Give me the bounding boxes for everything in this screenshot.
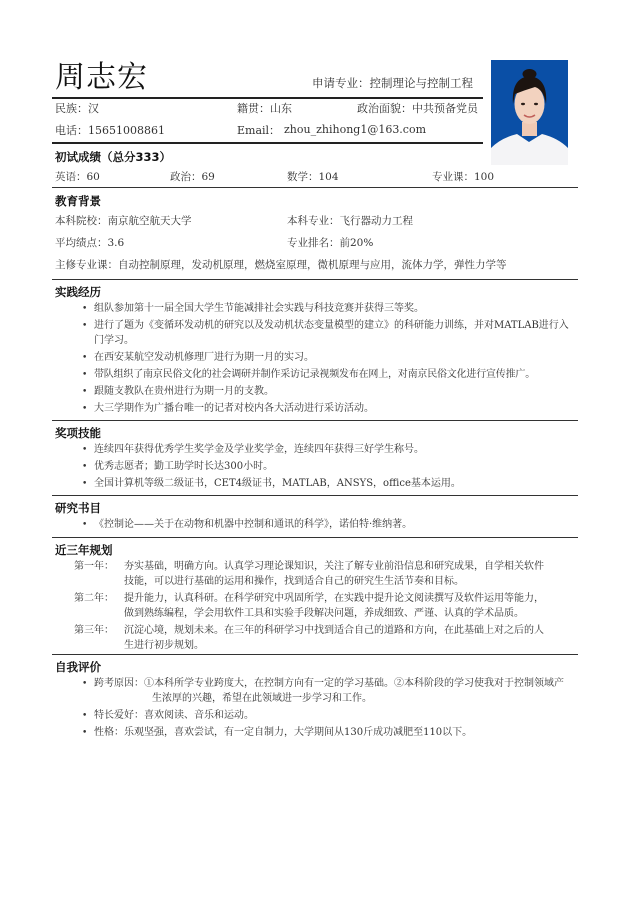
phone: 电话：15651008861 xyxy=(55,124,165,137)
bullet-icon: • xyxy=(82,369,88,380)
score-english: 英语：60 xyxy=(55,171,100,183)
plan-year-2: 第二年： 提升能力，认真科研。在科学研究中巩固所学，在实践中提升论文阅读撰写及软件运用等能力，做到熟练编程，学会用软件工具和实验手段解决问题，养成细致、严谨、认真的学术品质。 xyxy=(74,593,544,619)
list-item: • 性格：乐观坚强，喜欢尝试，有一定自制力，大学期间从130斤成功减肥至110以下。 xyxy=(52,726,572,741)
practice-list xyxy=(52,302,578,419)
section-divider xyxy=(52,279,578,280)
header-divider-top xyxy=(52,97,483,99)
section-divider xyxy=(52,420,578,421)
bullet-icon: • xyxy=(82,304,88,314)
plan-title: 近三年规划 xyxy=(55,543,113,557)
list-item: • 全国计算机等级二级证书，CET4级证书，MATLAB，ANSYS，office基本运用。 xyxy=(52,477,578,492)
list-item: • 跨考原因：①本科所学专业跨度大，在控制方向有一定的学习基础。②本科阶段的学习使我对于控制领域产生浓厚的兴趣，希望在此领域进一步学习和工作。 xyxy=(82,678,564,704)
ethnicity: 民族：汉 xyxy=(55,102,99,115)
books-title: 研究书目 xyxy=(55,501,101,515)
section-divider xyxy=(52,495,578,496)
email-link[interactable]: zhou_zhihong1@163.com xyxy=(284,123,427,136)
bullet-icon: • xyxy=(82,679,88,689)
plan-year-3: 第三年： 沉淀心境，规划未来。在三年的科研学习中找到适合自己的道路和方向，在此基础上对之后的人生进行初步规划。 xyxy=(74,625,544,651)
list-item: • 连续四年获得优秀学生奖学金及学业奖学金，连续四年获得三好学生称号。 xyxy=(52,443,578,458)
header-divider-bottom xyxy=(52,142,483,144)
score-math: 数学：104 xyxy=(287,171,339,183)
bullet-icon: • xyxy=(82,321,88,331)
education-gpa: 平均绩点：3.6 xyxy=(55,237,125,249)
bullet-icon: • xyxy=(82,479,88,489)
education-school: 本科院校：南京航空航天大学 xyxy=(55,215,192,227)
list-item: • 组队参加第十一届全国大学生节能减排社会实践与科技竞赛并获得三等奖。 xyxy=(52,302,578,317)
list-item: • 在西安某航空发动机修理厂进行为期一月的实习。 xyxy=(52,351,578,366)
email-label: Email： xyxy=(237,124,281,137)
practice-title: 实践经历 xyxy=(55,285,101,299)
education-major: 本科专业：飞行器动力工程 xyxy=(287,215,413,227)
section-divider xyxy=(52,654,578,655)
origin: 籍贯：山东 xyxy=(237,102,292,115)
bullet-icon: • xyxy=(82,520,88,530)
evaluation-list xyxy=(52,677,572,743)
education-title: 教育背景 xyxy=(55,194,101,208)
profile-photo xyxy=(491,60,568,165)
section-divider xyxy=(52,537,578,538)
candidate-name: 周志宏 xyxy=(55,60,148,95)
awards-list xyxy=(52,443,578,494)
bullet-icon: • xyxy=(82,727,88,738)
bullet-icon: • xyxy=(82,710,88,721)
list-item: • 大三学期作为广播台唯一的记者对校内各大活动进行采访活动。 xyxy=(52,402,578,417)
apply-major: 申请专业：控制理论与控制工程 xyxy=(312,76,473,90)
bullet-icon: • xyxy=(82,386,88,397)
bullet-icon: • xyxy=(82,462,88,472)
list-item: • 特长爱好：喜欢阅读、音乐和运动。 xyxy=(52,709,572,724)
list-item: • 进行了题为《变循环发动机的研究以及发动机状态变量模型的建立》的科研能力训练，并对MATLAB进行入门学习。 xyxy=(82,320,569,346)
bullet-icon: • xyxy=(82,403,88,414)
list-item: • 带队组织了南京民俗文化的社会调研并制作采访记录视频发布在网上，对南京民俗文化进行宣传推广。 xyxy=(52,368,578,383)
list-item: • 优秀志愿者；勤工助学时长达300小时。 xyxy=(52,460,578,475)
awards-title: 奖项技能 xyxy=(55,426,101,440)
plan-year-1: 第一年： 夯实基础，明确方向。认真学习理论课知识，关注了解专业前沿信息和研究成果，自学相关软件技能，可以进行基础的运用和操作，找到适合自己的研究生生活节奏和目标。 xyxy=(74,561,544,587)
books-list xyxy=(52,518,578,535)
portrait-image xyxy=(491,60,568,165)
scores-title: 初试成绩（总分333） xyxy=(55,150,172,164)
list-item: • 跟随支教队在贵州进行为期一月的支教。 xyxy=(52,385,578,400)
list-item: • 《控制论——关于在动物和机器中控制和通讯的科学》，诺伯特·维纳著。 xyxy=(52,518,578,533)
education-courses: 主修专业课：自动控制原理，发动机原理，燃烧室原理，微机原理与应用，流体力学，弹性力学等 xyxy=(55,259,507,271)
score-major: 专业课：100 xyxy=(432,171,495,183)
section-divider xyxy=(52,187,578,188)
bullet-icon: • xyxy=(82,445,88,455)
score-politics: 政治：69 xyxy=(170,171,215,183)
education-rank: 专业排名：前20% xyxy=(287,237,374,249)
political-status: 政治面貌：中共预备党员 xyxy=(357,102,478,115)
plan-list xyxy=(52,560,552,656)
bullet-icon: • xyxy=(82,352,88,363)
evaluation-title: 自我评价 xyxy=(55,660,101,674)
